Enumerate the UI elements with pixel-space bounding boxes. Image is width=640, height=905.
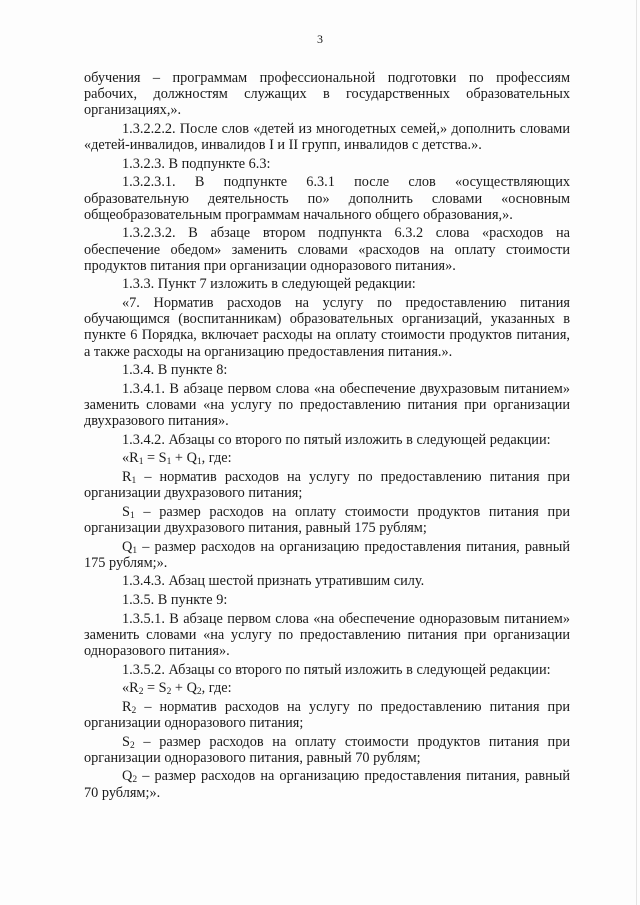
subscript: 1 <box>196 457 202 468</box>
paragraph <box>84 699 570 731</box>
subscript: 1 <box>129 510 135 521</box>
text-fragment: , где: <box>201 450 232 467</box>
paragraph <box>84 504 570 536</box>
text-fragment: – размер расходов на оплату стоимости продуктов питания при организации одноразового питания, равный 70 рублям; <box>84 733 570 766</box>
text-fragment: – размер расходов на оплату стоимости продуктов питания при организации двухразового питания, равный 175 рублям; <box>84 503 570 536</box>
subscript: 2 <box>196 687 202 698</box>
paragraph: 1.3.4. В пункте 8: <box>122 362 228 379</box>
paragraph <box>84 539 570 571</box>
paragraph <box>84 680 570 696</box>
text-fragment: R <box>122 468 132 485</box>
subscript: 1 <box>131 475 137 486</box>
text-fragment: = S <box>143 450 167 467</box>
text-fragment: – норматив расходов на услугу по предоставлению питания при организации одноразового питания; <box>84 698 570 731</box>
text-fragment: + Q <box>171 680 197 697</box>
text-fragment: – норматив расходов на услугу по предоставлению питания при организации двухразового питания; <box>84 468 570 502</box>
subscript: 2 <box>138 687 144 698</box>
paragraph: 1.3.5.2. Абзацы со второго по пятый изложить в следующей редакции: <box>122 661 551 678</box>
text-fragment: «R <box>122 680 139 697</box>
paragraph: обучения – программам профессиональной подготовки по профессиям рабочих, должностям служащих в государственных образовательных организациях,». <box>84 70 570 119</box>
subscript: 2 <box>131 705 137 716</box>
paragraph <box>84 734 570 766</box>
text-fragment: – размер расходов на организацию предоставления питания, равный 70 рублям;». <box>84 768 570 801</box>
paragraph: 1.3.5. В пункте 9: <box>122 591 228 608</box>
subscript: 1 <box>138 457 144 468</box>
text-fragment: – размер расходов на организацию предоставления питания, равный 175 рублям;». <box>84 538 570 571</box>
subscript: 2 <box>129 740 135 751</box>
scan-edge <box>636 0 637 905</box>
text-fragment: Q <box>122 538 133 555</box>
text-fragment: «R <box>122 450 139 467</box>
paragraph: 1.3.2.3. В подпункте 6.3: <box>122 155 271 172</box>
text-fragment: S <box>122 503 130 520</box>
text-fragment: = S <box>143 680 167 697</box>
paragraph: 1.3.2.3.1. В подпункте 6.3.1 после слов «осуществляющих образовательную деятельность по» дополнить словами «основным общеобразовательным программам начального общего образования,». <box>84 174 570 223</box>
paragraph <box>84 450 570 466</box>
page-number: 3 <box>317 32 323 46</box>
subscript: 2 <box>132 775 138 786</box>
paragraph: 1.3.2.2.2. После слов «детей из многодетных семей,» дополнить словами «детей-инвалидов, инвалидов I и II групп, инвалидов с детства.». <box>84 121 570 154</box>
subscript: 2 <box>166 687 172 698</box>
paragraph: 1.3.4.2. Абзацы со второго по пятый изложить в следующей редакции: <box>122 431 551 448</box>
text-fragment: S <box>122 733 130 750</box>
paragraph: 1.3.2.3.2. В абзаце втором подпункта 6.3.2 слова «расходов на обеспечение обедом» заменить словами «расходов на оплату стоимости продуктов питания при организации одноразового питания». <box>84 225 570 274</box>
text-fragment: + Q <box>171 450 197 467</box>
paragraph: 1.3.3. Пункт 7 изложить в следующей редакции: <box>122 276 416 293</box>
paragraph <box>84 768 570 800</box>
paragraph: 1.3.4.1. В абзаце первом слова «на обеспечение двухразовым питанием» заменить словами «на услугу по предоставлению питания при организации двухразового питания». <box>84 380 570 430</box>
subscript: 1 <box>166 457 172 468</box>
paragraph <box>84 469 570 501</box>
paragraph: «7. Норматив расходов на услугу по предоставлению питания обучающимся (воспитанникам) образовательных организаций, указанных в пункте 6 Порядка, включает расходы на оплату стоимости продуктов питания, а также расходы на организацию предоставления питания.». <box>84 294 570 360</box>
paragraph: 1.3.4.3. Абзац шестой признать утратившим силу. <box>122 573 425 590</box>
subscript: 1 <box>132 545 138 556</box>
text-fragment: Q <box>122 768 133 785</box>
document-body <box>84 70 570 803</box>
text-fragment: , где: <box>201 680 232 697</box>
text-fragment: R <box>122 698 132 715</box>
paragraph: 1.3.5.1. В абзаце первом слова «на обеспечение одноразовым питанием» заменить словами «на услугу по предоставлению питания при организации одноразового питания». <box>84 610 570 659</box>
